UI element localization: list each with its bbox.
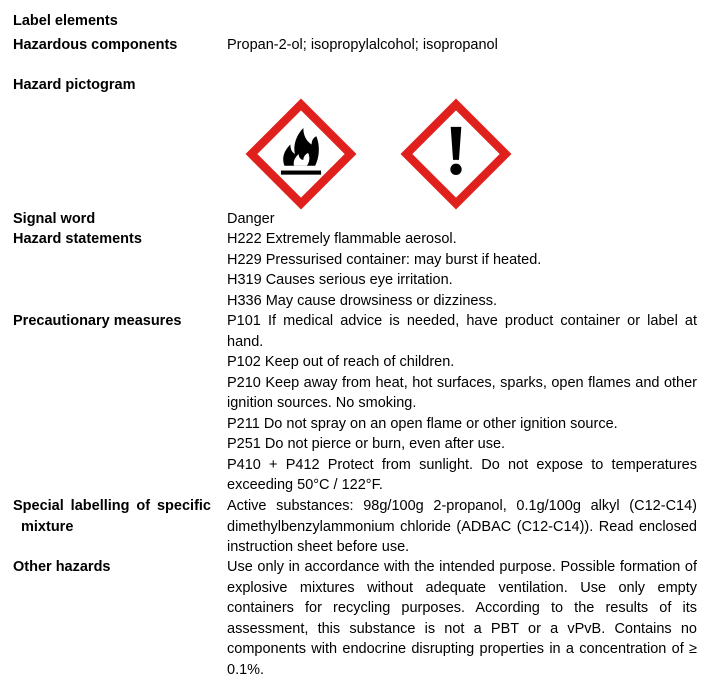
hazard-statement: H319 Causes serious eye irritation. [227, 272, 453, 288]
other-hazards-value: Use only in accordance with the intended purpose. Possible formation of explosive mixtures without adequate ventilation. Use only empty containers for recycling purposes. According to the results of its assessment, this substance is not a PBT or a vPvB. Contains no components with endocrine disrupting properties in a concentration of ≥ 0.1%. [227, 559, 697, 678]
precautionary-statement: P210 Keep away from heat, hot surfaces, sparks, open flames and other ignition sources. No smoking. [227, 374, 697, 411]
hazard-pictogram-label: Hazard pictogram [13, 77, 136, 93]
special-labelling-value: Active substances: 98g/100g 2-propanol, 0.1g/100g alkyl (C12-C14) dimethylbenzylammonium chloride (ADBAC (C12-C14)). Read enclosed instruction sheet before use. [227, 498, 697, 555]
hazard-statement: H336 May cause drowsiness or dizziness. [227, 292, 497, 309]
section-title: Label elements [13, 13, 118, 29]
other-hazards-label: Other hazards [13, 559, 111, 575]
special-labelling-label-line: mixture [21, 518, 74, 535]
precautionary-statement: P211 Do not spray on an open flame or other ignition source. [227, 415, 618, 432]
hazard-statements-list [227, 229, 697, 311]
signal-word-label: Signal word [13, 211, 96, 227]
hazardous-components-label: Hazardous components [13, 37, 178, 53]
signal-word-value: Danger [227, 211, 275, 227]
precautionary-statement: P102 Keep out of reach of children. [227, 354, 455, 370]
precautionary-measures-list [227, 311, 697, 496]
precautionary-measures-label: Precautionary measures [13, 313, 182, 329]
special-labelling-label [13, 496, 211, 537]
precautionary-statement: P410 + P412 Protect from sunlight. Do not expose to temperatures exceeding 50°C / 122°F. [227, 456, 697, 493]
precautionary-statement: P251 Do not pierce or burn, even after use. [227, 436, 506, 452]
special-labelling-label-line: Special labelling of specific [13, 498, 211, 514]
hazard-statement: H229 Pressurised container: may burst if heated. [227, 251, 542, 268]
precautionary-statement: P101 If medical advice is needed, have product container or label at hand. [227, 313, 697, 350]
exclamation-mark-pictogram-icon [397, 95, 515, 213]
hazardous-components-value: Propan-2-ol; isopropylalcohol; isopropanol [227, 37, 498, 53]
hazard-statement: H222 Extremely flammable aerosol. [227, 231, 457, 247]
hazard-statements-label: Hazard statements [13, 231, 142, 247]
flame-pictogram-icon [242, 95, 360, 213]
